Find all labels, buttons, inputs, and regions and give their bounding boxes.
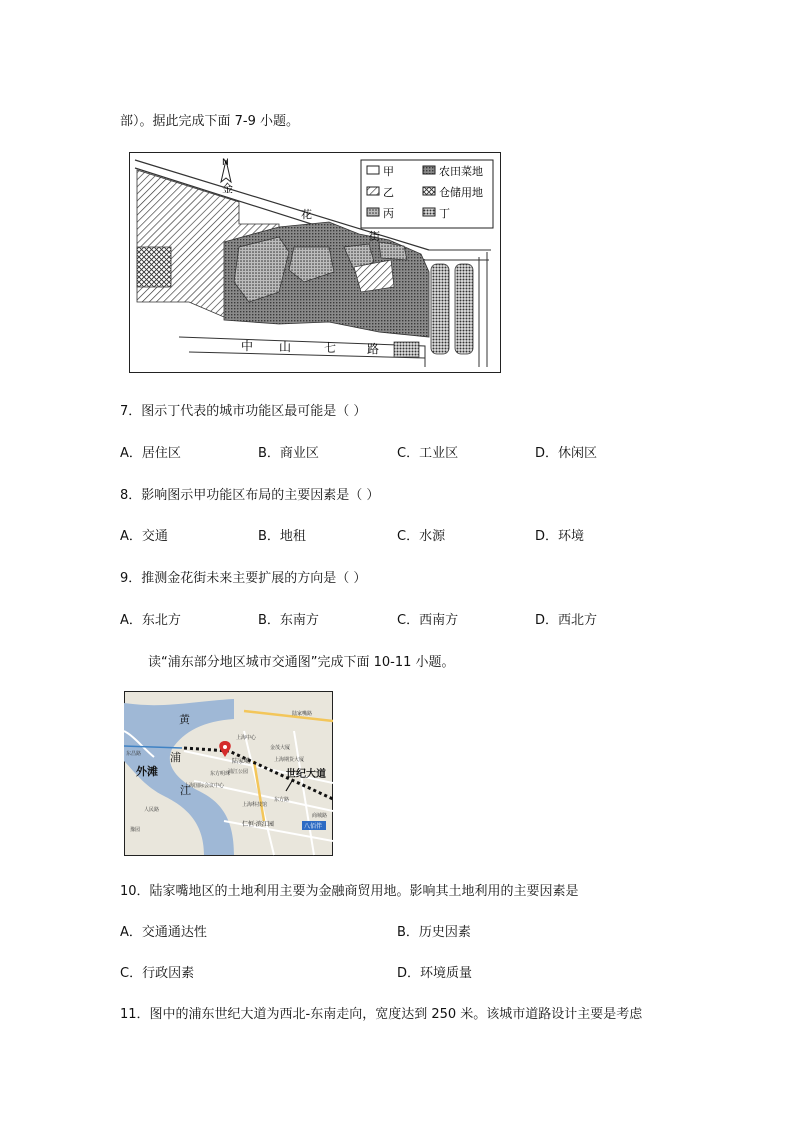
- road-south-char-3: 七: [324, 341, 337, 355]
- road-south-char-4: 路: [367, 342, 380, 356]
- land-use-map-svg: [129, 152, 501, 373]
- label-lujiazui: 陆家嘴: [232, 758, 251, 765]
- q7-option-d: D．休闲区: [535, 446, 598, 461]
- north-label: N: [222, 158, 229, 168]
- map-legend: [361, 160, 493, 228]
- small-label-12: 商城路: [312, 813, 328, 819]
- small-label-11: 八佰伴: [304, 823, 323, 830]
- label-century-avenue: 世纪大道: [286, 769, 326, 780]
- road-south-char-2: 山: [279, 340, 292, 354]
- road-north-char-1: 金: [222, 182, 233, 195]
- road-north-char-2: 花: [301, 208, 312, 221]
- q10-option-a: A．交通通达性: [120, 925, 207, 940]
- q7-option-b: B．商业区: [258, 446, 319, 461]
- q8-option-a: A．交通: [120, 529, 168, 544]
- read-line: 读“浦东部分地区城市交通图”完成下面 10-11 小题。: [148, 655, 455, 670]
- small-label-5: 东方明珠: [210, 771, 231, 777]
- q8-stem: 8．影响图示甲功能区布局的主要因素是（ ）: [120, 488, 380, 503]
- q8-option-c: C．水源: [397, 529, 446, 544]
- q10-option-b: B．历史因素: [397, 925, 471, 940]
- q9-option-a: A．东北方: [120, 613, 181, 628]
- small-label-15: 陆家嘴路: [292, 711, 313, 717]
- q9-option-c: C．西南方: [397, 613, 459, 628]
- small-label-3: 浦江公园: [228, 769, 249, 775]
- river-char-huang: 黄: [179, 713, 190, 726]
- small-label-14: 金茂大厦: [270, 745, 291, 751]
- pudong-traffic-map-svg: [124, 691, 333, 856]
- road-south-char-1: 中: [241, 339, 254, 353]
- q8-option-b: B．地租: [258, 529, 306, 544]
- small-label-4: 上海国际会议中心: [184, 783, 225, 789]
- small-label-10: 东方路: [274, 797, 290, 803]
- legend-ding: 丁: [439, 207, 450, 220]
- q7-option-c: C．工业区: [397, 446, 459, 461]
- legend-jia: 甲: [383, 165, 394, 178]
- legend-bing: 丙: [383, 207, 394, 220]
- road-north-char-3: 街: [369, 230, 380, 243]
- q9-option-b: B．东南方: [258, 613, 319, 628]
- q11-stem: 11．图中的浦东世纪大道为西北-东南走向，宽度达到 250 米。该城市道路设计主要是考虑: [120, 1007, 643, 1022]
- zone-ding-east-1: [431, 264, 449, 354]
- label-bund: 外滩: [136, 765, 158, 778]
- q10-option-c: C．行政因素: [120, 966, 195, 981]
- river-char-jiang: 江: [180, 784, 191, 797]
- small-label-7: 人民路: [144, 807, 160, 813]
- q10-stem: 10．陆家嘴地区的土地利用主要为金融商贸用地。影响其土地利用的主要因素是: [120, 884, 579, 899]
- small-label-2: 上海中心: [236, 735, 257, 741]
- pudong-traffic-map: [124, 691, 333, 856]
- small-label-9: 上海科技馆: [242, 802, 268, 808]
- q7-option-a: A．居住区: [120, 446, 181, 461]
- q9-option-d: D．西北方: [535, 613, 598, 628]
- river-char-pu: 浦: [170, 751, 181, 764]
- small-label-13: 上海期货大厦: [274, 757, 305, 763]
- small-label-8: 仁恒·滨江园: [242, 821, 274, 828]
- legend-warehouse: 仓储用地: [439, 186, 483, 199]
- zone-ding-small: [394, 342, 419, 357]
- q7-stem: 7．图示丁代表的城市功能区最可能是（ ）: [120, 404, 367, 419]
- small-label-1: 东昌路: [126, 751, 142, 757]
- q10-option-d: D．环境质量: [397, 966, 473, 981]
- small-label-6: 豫园: [130, 827, 141, 833]
- legend-yi: 乙: [383, 186, 394, 199]
- intro-line: 部）。据此完成下面 7-9 小题。: [120, 114, 299, 129]
- zone-warehouse-west: [137, 247, 171, 287]
- q9-stem: 9．推测金花街未来主要扩展的方向是（ ）: [120, 571, 367, 586]
- q8-option-d: D．环境: [535, 529, 585, 544]
- zone-ding-east-2: [455, 264, 473, 354]
- land-use-map: [129, 152, 501, 373]
- legend-farm: 农田菜地: [439, 165, 483, 178]
